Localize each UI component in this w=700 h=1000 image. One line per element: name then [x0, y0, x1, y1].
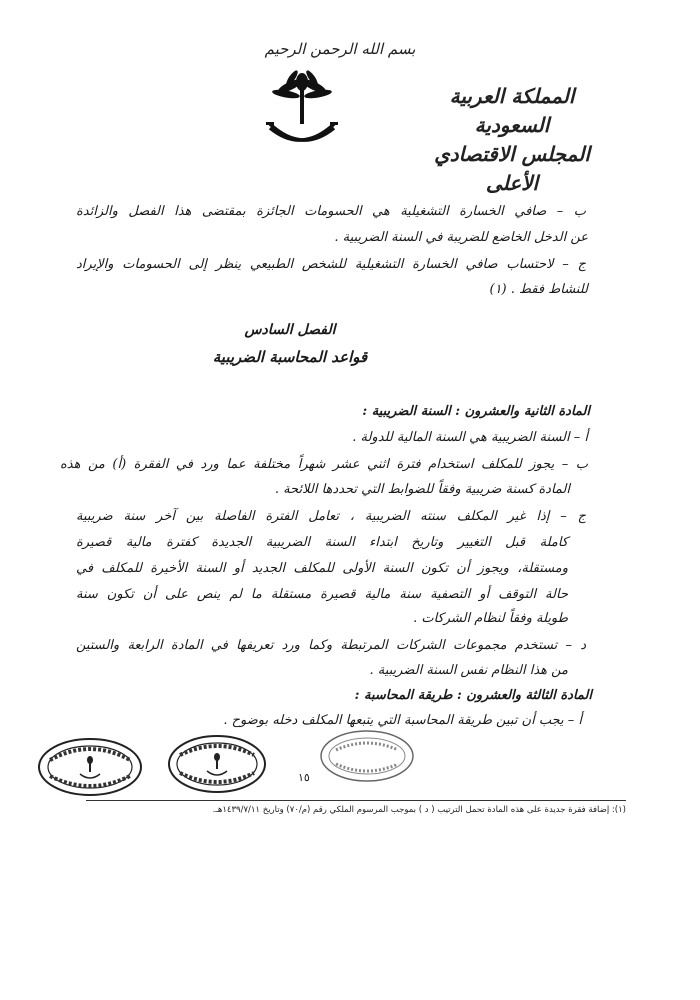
- bismillah-text: بسم الله الرحمن الرحيم: [264, 40, 416, 58]
- chapter-title: قواعد المحاسبة الضريبية: [212, 348, 368, 366]
- article-23-heading: المادة الثالثة والعشرون : طريقة المحاسبة :: [354, 688, 592, 703]
- chapter-number: الفصل السادس: [244, 322, 336, 338]
- footnote-divider: [86, 800, 626, 801]
- article-22-heading: المادة الثانية والعشرون : السنة الضريبية :: [362, 404, 590, 419]
- article-22-line-6: ومستقلة، ويجوز أن تكون السنة الأولى للمكلف الجديد أو السنة الأخيرة للمكلف في: [76, 561, 568, 576]
- kingdom-name: المملكة العربية السعودية: [449, 84, 575, 137]
- item-c-line-2: للنشاط فقط . (١): [489, 282, 588, 297]
- article-23-line-1: أ – يجب أن تبين طريقة المحاسبة التي يتبعها المكلف دخله بوضوح .: [223, 713, 582, 728]
- item-b-line-2: عن الدخل الخاضع للضريبة في السنة الضريبية .: [334, 230, 588, 245]
- header-letterhead: [412, 82, 612, 198]
- article-22-line-5: كاملة قبل التغيير وتاريخ ابتداء السنة الضريبية الجديدة كفترة مالية قصيرة: [76, 535, 568, 550]
- article-22-line-9: د – تستخدم مجموعات الشركات المرتبطة وكما ورد تعريفها في المادة الرابعة والستين: [76, 638, 586, 653]
- article-22-line-2: ب – يجوز للمكلف استخدام فترة اثني عشر شهراً مختلفة عما ورد في الفقرة (أ) من هذه: [60, 457, 588, 472]
- page-number: ١٥: [298, 771, 310, 784]
- article-22-line-8: طويلة وفقاً لنظام الشركات .: [413, 611, 568, 626]
- official-seal-right-icon: [318, 728, 416, 784]
- saudi-emblem-icon: [262, 68, 342, 150]
- article-22-line-1: أ – السنة الضريبية هي السنة المالية للدولة .: [352, 430, 588, 445]
- council-name: المجلس الاقتصادي الأعلى: [434, 142, 590, 195]
- item-c-line-1: ج – لاحتساب صافي الخسارة التشغيلية للشخص الطبيعي ينظر إلى الحسومات والإيراد: [76, 257, 586, 272]
- footnote: (١): إضافة فقرة جديدة على هذه المادة تحمل الترتيب ( د ) بموجب المرسوم الملكي رقم (م/٧٠) وتاريخ ١٤٣٩/٧/١١هـ.: [212, 805, 626, 815]
- official-seal-left-icon: [36, 736, 144, 798]
- official-seal-middle-icon: [166, 733, 268, 795]
- article-22-line-10: من هذا النظام نفس السنة الضريبية .: [369, 663, 568, 678]
- item-b-line-1: ب – صافي الخسارة التشغيلية هي الحسومات الجائزة بمقتضى هذا الفصل والزائدة: [76, 204, 586, 219]
- article-22-line-3: المادة كسنة ضريبية وفقاً للضوابط التي تحددها اللائحة .: [274, 482, 570, 497]
- article-22-line-4: ج – إذا غير المكلف سنته الضريبية ، تعامل الفترة الفاصلة بين آخر سنة ضريبية: [76, 509, 586, 524]
- article-22-line-7: حالة التوقف أو التصفية سنة مالية قصيرة مستقلة ما لم ينص على أن تكون سنة: [76, 587, 568, 602]
